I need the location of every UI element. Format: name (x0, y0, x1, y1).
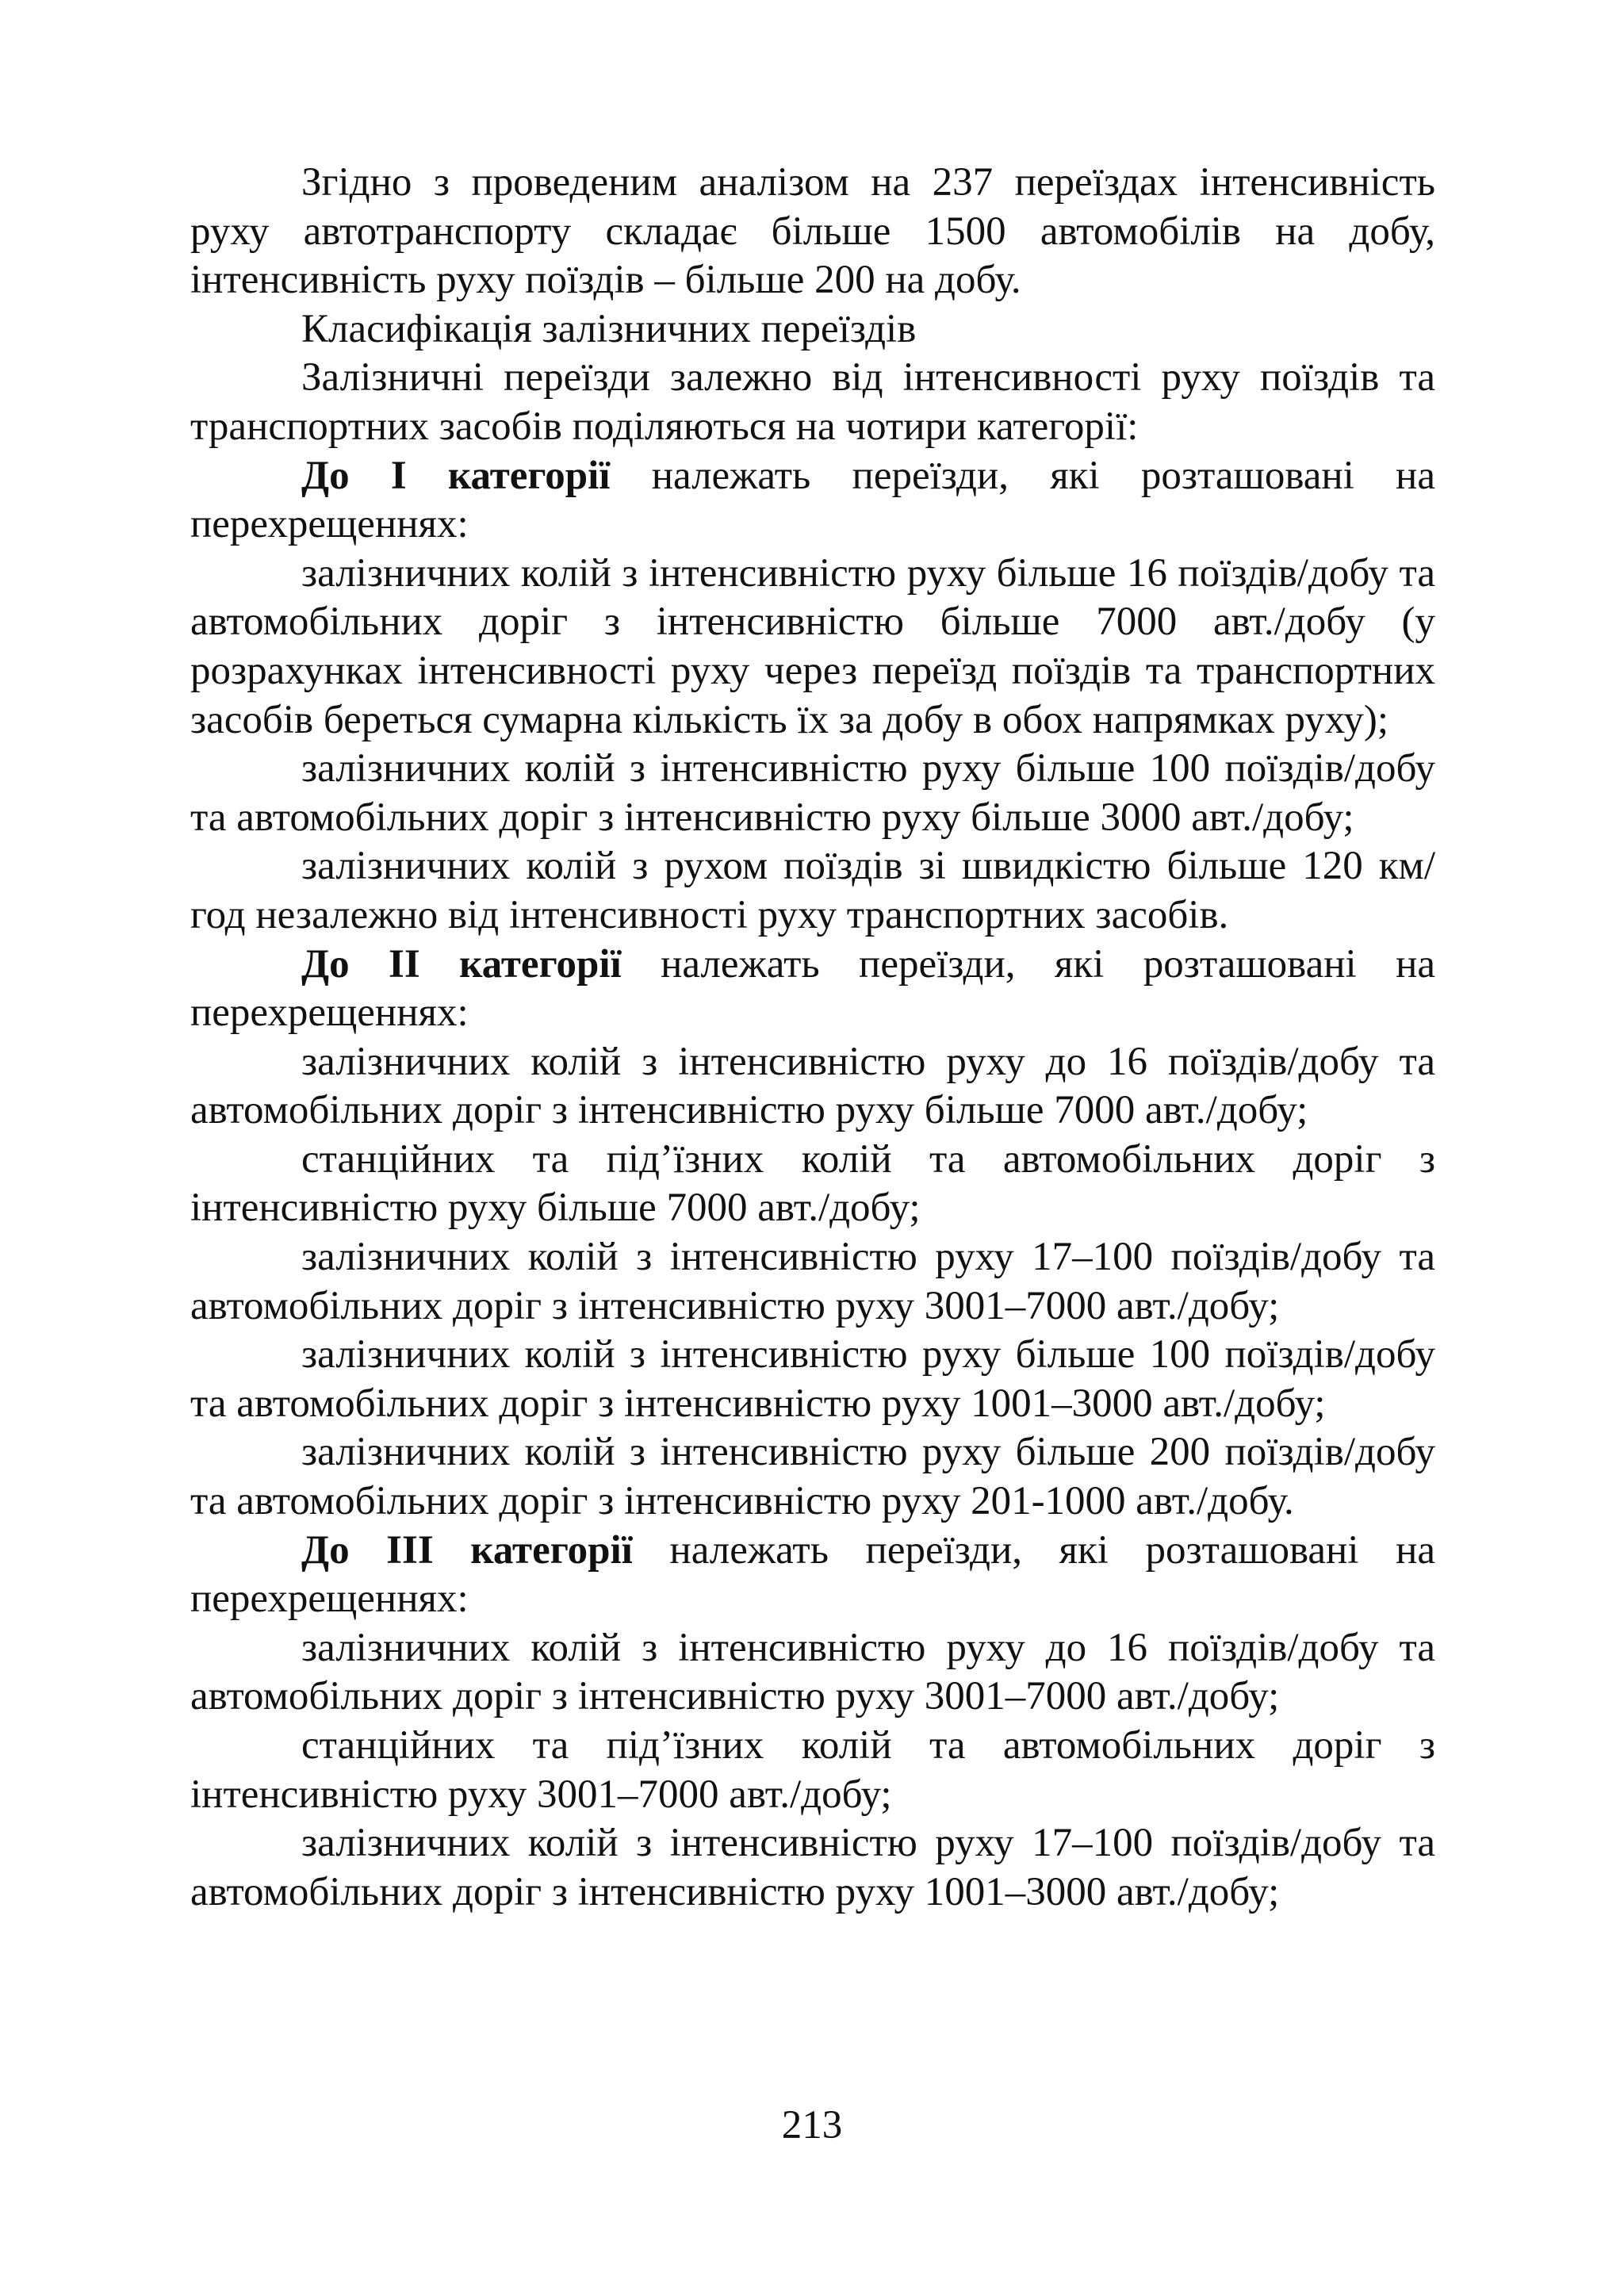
paragraph-cat2-item-2: станційних та під’їзних колій та автомобільних доріг з інтенсивністю руху більше 7000 авт./добу; (190, 1136, 1435, 1231)
paragraph-cat2-item-5: залізничних колій з інтенсивністю руху більше 200 поїздів/добу та автомобільних доріг з інтенсивністю руху 201-1000 авт./добу. (190, 1430, 1435, 1524)
category-2-text: належать переїзди, які розташовані на перехрещеннях: (190, 941, 1435, 1036)
paragraph-cat2-item-4: залізничних колій з інтенсивністю руху більше 100 поїздів/добу та автомобільних доріг з інтенсивністю руху 1001–3000 авт./добу; (190, 1332, 1435, 1426)
category-3-title: До ІІІ категорії (301, 1527, 633, 1573)
paragraph-categories-intro: Залізничні переїзди залежно від інтенсивності руху поїздів та транспортних засобів поділяються на чотири категорії: (190, 355, 1435, 449)
category-1-title: До І категорії (301, 453, 611, 498)
category-3-text: належать переїзди, які розташовані на перехрещеннях: (190, 1527, 1435, 1622)
category-2-title: До ІІ категорії (301, 941, 622, 987)
paragraph-category-2 (190, 941, 1435, 1038)
paragraph-cat1-item-2: залізничних колій з інтенсивністю руху більше 100 поїздів/добу та автомобільних доріг з інтенсивністю руху більше 3000 авт./добу; (190, 746, 1435, 840)
paragraph-cat1-item-3: залізничних колій з рухом поїздів зі швидкістю більше 120 км/год незалежно від інтенсивності руху транспортних засобів. (190, 844, 1435, 937)
category-1-text: належать переїзди, які розташовані на перехрещеннях: (190, 453, 1435, 547)
paragraph-intro: Згідно з проведеним аналізом на 237 переїздах інтенсивність руху автотранспорту складає більше 1500 автомобілів на добу, інтенсивність руху поїздів – більше 200 на добу. (190, 160, 1435, 303)
paragraph-category-3 (190, 1527, 1435, 1624)
body-text (190, 159, 1435, 1917)
paragraph-cat1-item-1: залізничних колій з інтенсивністю руху більше 16 поїздів/добу та автомобільних доріг з інтенсивністю більше 7000 авт./добу (у розрахунках інтенсивності руху через переїзд поїздів та транспортних засобів береться сумарна кількість їх за добу в обох напрямках руху); (190, 550, 1435, 742)
page-number: 213 (781, 2103, 843, 2147)
paragraph-cat2-item-1: залізничних колій з інтенсивністю руху до 16 поїздів/добу та автомобільних доріг з інтенсивністю руху більше 7000 авт./добу; (190, 1039, 1435, 1133)
paragraph-cat2-item-3: залізничних колій з інтенсивністю руху 17–100 поїздів/добу та автомобільних доріг з інтенсивністю руху 3001–7000 авт./добу; (190, 1235, 1435, 1328)
paragraph-heading-classification: Класифікація залізничних переїздів (301, 306, 917, 351)
paragraph-cat3-item-1: залізничних колій з інтенсивністю руху до 16 поїздів/добу та автомобільних доріг з інтенсивністю руху 3001–7000 авт./добу; (190, 1625, 1435, 1719)
paragraph-category-1 (190, 452, 1435, 550)
paragraph-cat3-item-3: залізничних колій з інтенсивністю руху 17–100 поїздів/добу та автомобільних доріг з інтенсивністю руху 1001–3000 авт./добу; (190, 1821, 1435, 1914)
paragraph-cat3-item-2: станційних та під’їзних колій та автомобільних доріг з інтенсивністю руху 3001–7000 авт./добу; (190, 1723, 1435, 1817)
